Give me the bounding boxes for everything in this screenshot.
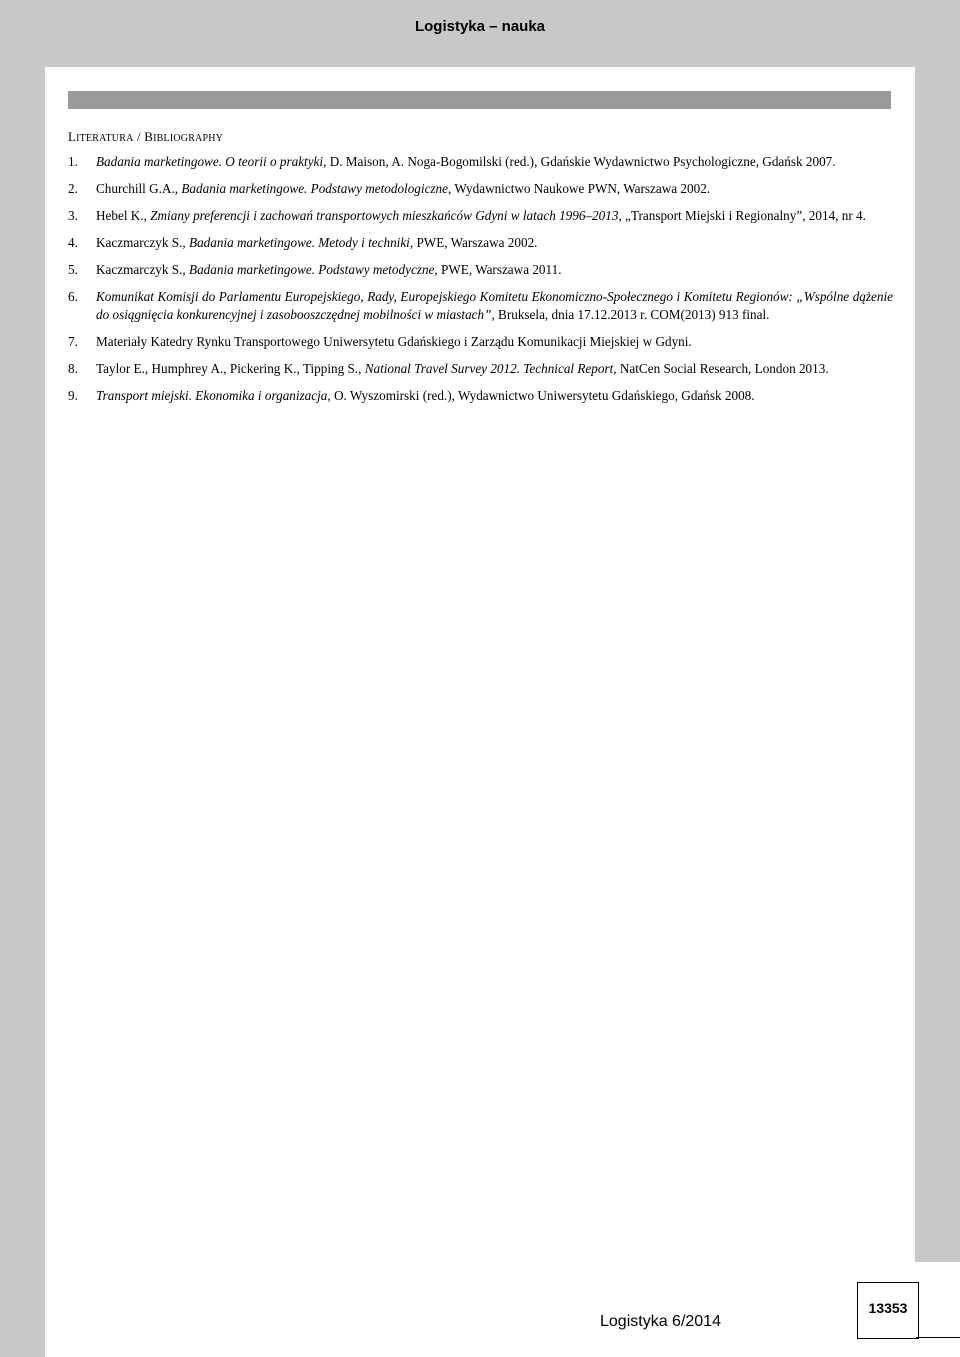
reference-title: Komunikat Komisji do Parlamentu Europejskiego, Rady, Europejskiego Komitetu Ekonomiczno-Społecznego i Komitetu Regionów: „Wspólne dążenie do osiągnięcia konkurencyjnej i zasobooszczędnej mobilności w miastach” <box>96 289 893 322</box>
reference-text: , Bruksela, dnia 17.12.2013 r. COM(2013) 913 final. <box>491 306 770 322</box>
reference-number: 8. <box>68 360 78 376</box>
reference-number: 3. <box>68 208 78 223</box>
heading-initial-l: L <box>68 129 77 144</box>
reference-text: Taylor E., Humphrey A., Pickering K., Tipping S., <box>96 360 365 376</box>
reference-text: , Wydawnictwo Naukowe PWN, Warszawa 2002. <box>448 181 711 196</box>
reference-item <box>68 180 893 198</box>
reference-number: 4. <box>68 235 78 250</box>
reference-item <box>68 333 893 351</box>
reference-list <box>68 153 893 414</box>
reference-item <box>68 153 893 171</box>
reference-item <box>68 261 893 279</box>
reference-title: National Travel Survey 2012. Technical Report <box>364 360 614 376</box>
footer-strip <box>0 1262 960 1357</box>
reference-text: , NatCen Social Research, London 2013. <box>613 360 829 376</box>
page-content <box>45 67 915 1262</box>
reference-text: Materiały Katedry Rynku Transportowego Uniwersytetu Gdańskiego i Zarządu Komunikacji Miejskiej w Gdyni. <box>96 333 692 349</box>
reference-title: Transport miejski. Ekonomika i organizacja <box>96 387 328 403</box>
reference-number: 7. <box>68 333 78 349</box>
running-header-title: Logistyka – nauka <box>414 18 546 35</box>
page-number-box <box>857 1282 919 1339</box>
reference-number: 5. <box>68 262 78 277</box>
reference-item <box>68 288 893 323</box>
reference-title: Badania marketingowe. Podstawy metodologiczne <box>181 181 449 196</box>
reference-number: 9. <box>68 387 78 403</box>
reference-item <box>68 207 893 225</box>
heading-separator: / <box>133 129 145 144</box>
heading-initial-b: B <box>144 129 154 144</box>
reference-item <box>68 387 893 405</box>
reference-number: 1. <box>68 154 78 169</box>
reference-item <box>68 234 893 252</box>
reference-title: Badania marketingowe. Metody i techniki <box>189 235 410 250</box>
reference-number: 6. <box>68 289 78 304</box>
reference-text: Hebel K., <box>96 208 151 223</box>
reference-title: Zmiany preferencji i zachowań transportowych mieszkańców Gdyni w latach 1996–2013 <box>150 208 619 223</box>
heading-literatura: ITERATURA <box>76 133 134 144</box>
footer-margin <box>0 1262 45 1357</box>
reference-text: , „Transport Miejski i Regionalny”, 2014, nr 4. <box>618 208 866 223</box>
header-rule-bar <box>68 91 891 109</box>
reference-text: Kaczmarczyk S., <box>96 262 190 277</box>
section-heading <box>68 129 223 145</box>
footer-journal-name: Logistyka 6/2014 <box>600 1313 721 1330</box>
page-number: 13353 <box>868 1300 908 1316</box>
heading-bibliography: IBLIOGRAPHY <box>153 133 224 144</box>
reference-title: Badania marketingowe. O teorii o praktyki <box>96 154 324 169</box>
reference-text: , O. Wyszomirski (red.), Wydawnictwo Uniwersytetu Gdańskiego, Gdańsk 2008. <box>327 387 755 403</box>
reference-text: , PWE, Warszawa 2011. <box>434 262 562 277</box>
reference-title: Badania marketingowe. Podstawy metodyczne <box>189 262 435 277</box>
reference-text: Churchill G.A., <box>96 181 182 196</box>
reference-text: , D. Maison, A. Noga-Bogomilski (red.), Gdańskie Wydawnictwo Psychologiczne, Gdańsk 2007. <box>323 154 836 169</box>
reference-text: Kaczmarczyk S., <box>96 235 190 250</box>
reference-text: , PWE, Warszawa 2002. <box>409 235 538 250</box>
footer-corner-rule <box>916 1337 960 1338</box>
reference-item <box>68 360 893 378</box>
reference-number: 2. <box>68 181 78 196</box>
